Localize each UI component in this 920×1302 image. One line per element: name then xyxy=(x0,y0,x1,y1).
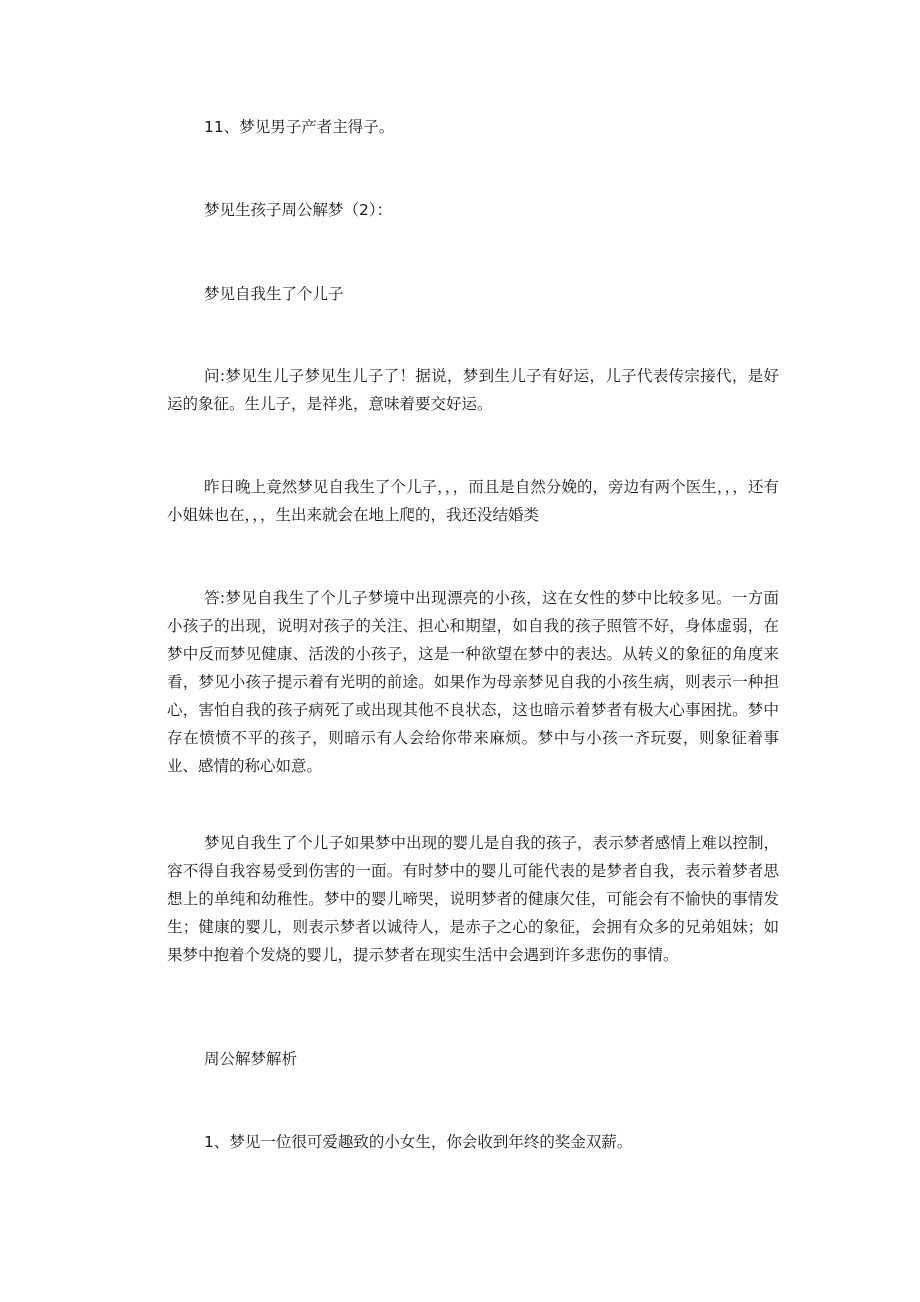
section-heading-dream-birth-2: 梦见生孩子周公解梦（2）： xyxy=(204,201,393,219)
paragraph-baby-interpretation: 梦见自我生了个儿子如果梦中出现的婴儿是自我的孩子，表示梦者感情上难以控制，容不得自我容易受到伤害的一面。有时梦中的婴儿可能代表的是梦者自我，表示着梦者思想上的单纯和幼稚性。梦中的婴儿啼哭，说明梦者的健康欠佳，可能会有不愉快的事情发生；健康的婴儿，则表示梦者以诚待人，是赤子之心的象征，会拥有众多的兄弟姐妹；如果梦中抱着个发烧的婴儿，提示梦者在现实生活中会遇到许多悲伤的事情。 xyxy=(167,834,779,964)
section-heading-zhougong-analysis: 周公解梦解析 xyxy=(204,1050,298,1068)
paragraph-question: 问:梦见生儿子梦见生儿子了！据说，梦到生儿子有好运，儿子代表传宗接代，是好运的象征。生儿子，是祥兆，意味着要交好运。 xyxy=(167,367,779,413)
paragraph-dream-little-girl: 1、梦见一位很可爱趣致的小女生，你会收到年终的奖金双薪。 xyxy=(204,1133,633,1151)
paragraph-last-night-dream: 昨日晚上竟然梦见自我生了个儿子，，，而且是自然分娩的，旁边有两个医生，，，还有小姐妹也在，，，生出来就会在地上爬的，我还没结婚类 xyxy=(167,478,779,524)
subheading-dream-gave-birth-son: 梦见自我生了个儿子 xyxy=(204,285,344,303)
paragraph-dream-male-birth: 11、梦见男子产者主得子。 xyxy=(204,118,395,136)
paragraph-answer: 答:梦见自我生了个儿子梦境中出现漂亮的小孩，这在女性的梦中比较多见。一方面小孩子的出现，说明对孩子的关注、担心和期望，如自我的孩子照管不好，身体虚弱，在梦中反而梦见健康、活泼的小孩子，这是一种欲望在梦中的表达。从转义的象征的角度来看，梦见小孩子提示着有光明的前途。如果作为母亲梦见自我的小孩生病，则表示一种担心，害怕自我的孩子病死了或出现其他不良状态，这也暗示着梦者有极大心事困扰。梦中存在愤愤不平的孩子，则暗示有人会给你带来麻烦。梦中与小孩一齐玩耍，则象征着事业、感情的称心如意。 xyxy=(167,589,779,775)
